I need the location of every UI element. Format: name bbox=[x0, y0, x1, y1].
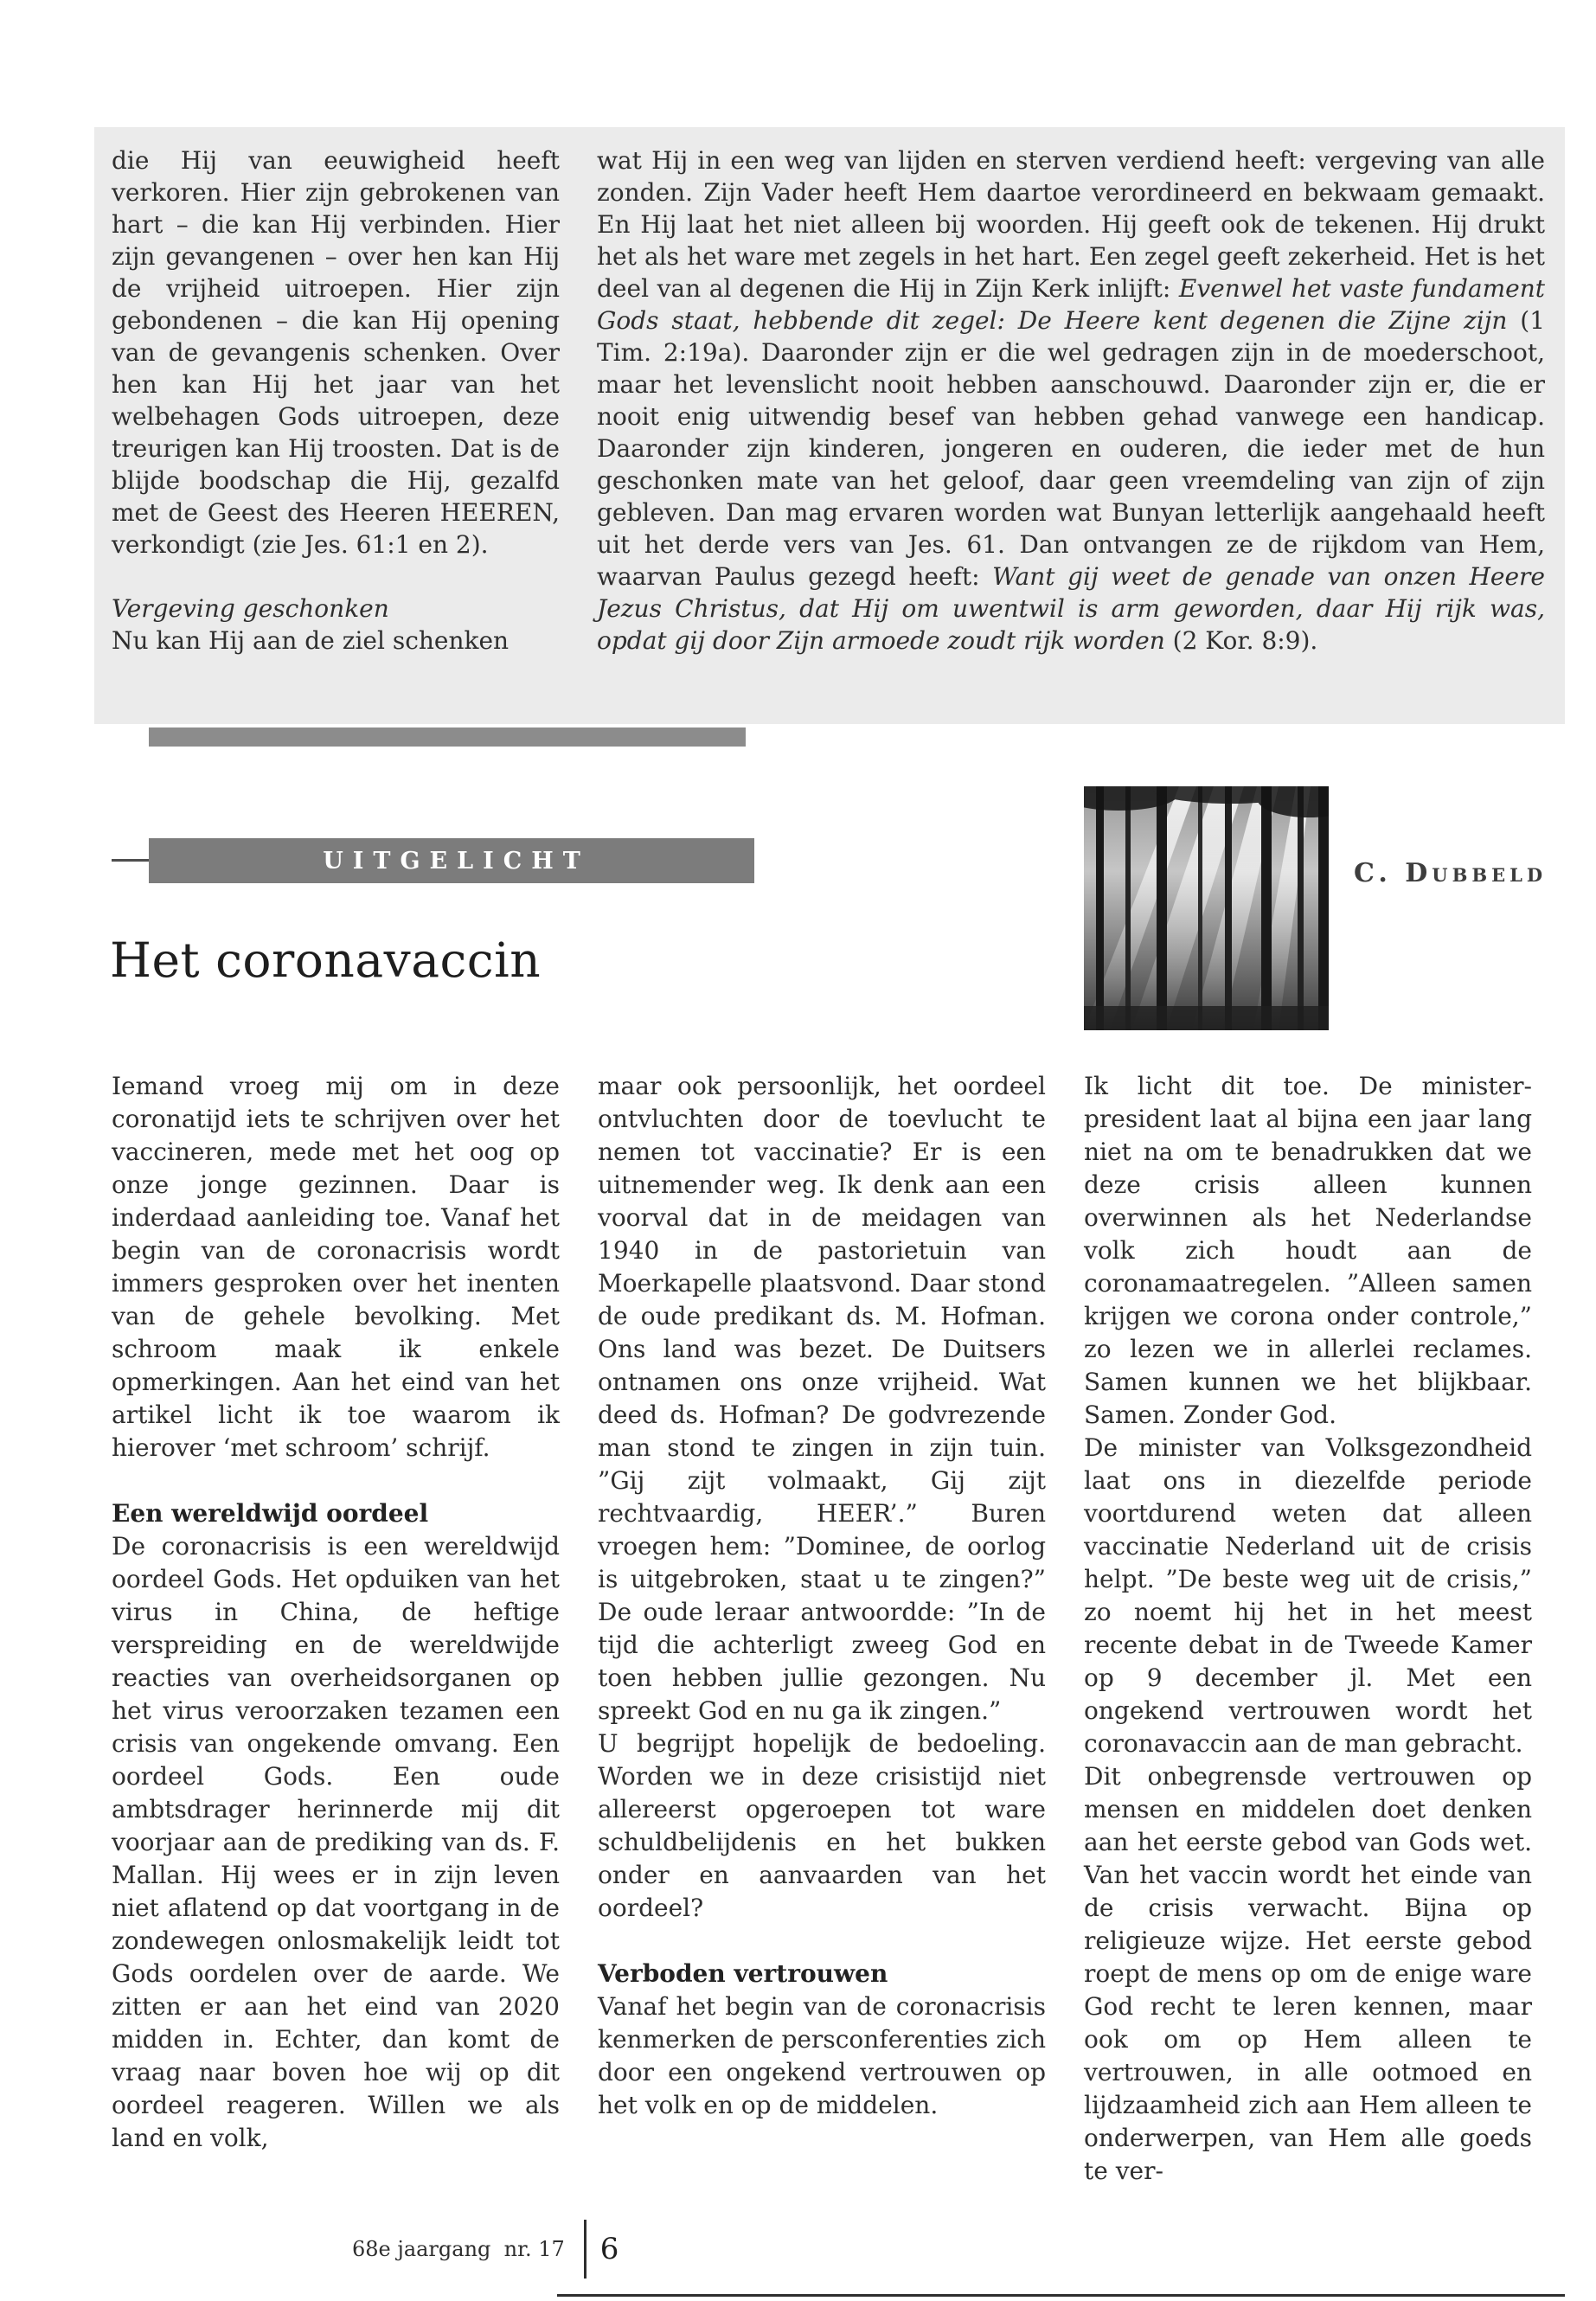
paragraph: U begrijpt hopelijk de bedoeling. Worden we in deze crisistijd niet allereerst opgeroepen tot ware schuldbelijdenis en het bukken onder en aanvaarden van het oordeel? bbox=[598, 1729, 1046, 1922]
scripture-quote-italic: Want gij weet de genade van onzen Heere Jezus Christus, dat Hij om uwentwil is arm geworden, daar Hij rijk was, opdat gij door Zijn armoede zoudt rijk worden bbox=[597, 562, 1546, 655]
article-column-2 bbox=[598, 1070, 1046, 2188]
text-segment: wat Hij in een weg van lijden en sterven verdiend heeft: vergeving van alle zonden. Zijn Vader heeft Hem daartoe verordineerd en bekwaam gemaakt. En Hij laat het niet alleen bij woorden. Hij geeft ook de tekenen. Hij drukt het als het ware met zegels in het hart. Een zegel geeft zekerheid. Het is het deel van al degenen die Hij in Zijn Kerk inlijft: bbox=[597, 146, 1545, 303]
edition-label: 68e jaargang nr. 17 bbox=[352, 2237, 565, 2261]
section-kicker-bar bbox=[149, 838, 754, 883]
intro-right-paragraph bbox=[597, 144, 1545, 657]
paragraph: De coronacrisis is een wereldwijd oordeel Gods. Het opduiken van het virus in China, de heftige verspreiding en de wereldwijde reacties van overheidsorganen op het virus veroorzaken tezamen een crisis van ongekende omvang. Een oordeel Gods. Een oude ambtsdrager herinnerde mij dit voorjaar aan de prediking van ds. F. Mallan. Hij wees er in zijn leven niet aflatend op dat voortgang in de zondewegen onlosmakelijk leidt tot Gods oordelen over de aarde. We zitten er aan het eind van 2020 midden in. Echter, dan komt de vraag naar boven hoe wij op dit oordeel reageren. Willen we als land en volk, bbox=[112, 1532, 560, 2152]
text-segment: (1 Tim. 2:19a). Daaronder zijn er die wel gedragen zijn in de moederschoot, maar het levenslicht nooit hebben aanschouwd. Daaronder zijn er, die er nooit enig uitwendig besef van hebben gehad vanwege een handicap. Daaronder zijn kinderen, jongeren en ouderen, die ieder met de hun geschonken mate van het geloof, daar geen vreemdeling van zijn of zijn gebleven. Dan mag ervaren worden wat Bunyan letterlijk aangehaald heeft uit het derde vers van Jes. 61. Dan ontvangen ze de rijkdom van Hem, waarvan Paulus gezegd heeft: bbox=[597, 306, 1546, 591]
paragraph: maar ook persoonlijk, het oordeel ontvluchten door de toevlucht te nemen tot vaccinatie? Er is een uitnemender weg. Ik denk aan een voorval dat in de meidagen van 1940 in de pastorietuin van Moerkapelle plaatsvond. Daar stond de oude predikant ds. M. Hofman. Ons land was bezet. De Duitsers ontnamen ons onze vrijheid. Wat deed ds. Hofman? De godvrezende man stond te zingen in zijn tuin. ”Gij zijt volmaakt, Gij zijt rechtvaardig, HEER’.” Buren vroegen hem: ”Dominee, de oorlog is uitgebroken, staat u te zingen?” De oude leraar antwoordde: ”In de tijd die achterligt zweeg God en toen hebben jullie gezongen. Nu spreekt God en nu ga ik zingen.” bbox=[598, 1072, 1046, 1725]
intro-left-subhead: Vergeving geschonken bbox=[112, 594, 389, 623]
page-number: 6 bbox=[599, 2232, 619, 2266]
intro-left-lastline: Nu kan Hij aan de ziel schenken bbox=[112, 626, 510, 655]
intro-highlight-box bbox=[94, 127, 1565, 724]
page-footer bbox=[352, 2220, 619, 2279]
paragraph: De minister van Volksgezondheid laat ons in diezelfde periode voortdurend weten dat alleen vaccinatie Nederland uit de crisis helpt. ”De beste weg uit de crisis,” zo noemt hij het in het meest recente debat in de Tweede Kamer op 9 december jl. Met een ongekend vertrouwen wordt het coronavaccin aan de man gebracht. bbox=[1084, 1433, 1532, 1758]
paragraph: Vanaf het begin van de coronacrisis kenmerken de persconferenties zich door een ongekend vertrouwen op het volk en op de middelen. bbox=[598, 1992, 1046, 2119]
section-divider-bar bbox=[149, 727, 746, 747]
paragraph: Dit onbegrensde vertrouwen op mensen en middelen doet denken aan het eerste gebod van Gods wet. Van het vaccin wordt het einde van de crisis verwacht. Bijna op religieuze wijze. Het eerste gebod roept de mens op om de enige ware God recht te leren kennen, maar ook om op Hem alleen te vertrouwen, in alle ootmoed en lijdzaamheid zich aan Hem alleen te onderwerpen, van Hem alle goeds te ver- bbox=[1084, 1762, 1532, 2185]
article-body bbox=[112, 1070, 1532, 2188]
paragraph: Ik licht dit toe. De minister-president laat al bijna een jaar lang niet na om te benadrukken dat we deze crisis alleen kunnen overwinnen als het Nederlandse volk zich houdt aan de coronamaatregelen. ”Alleen samen krijgen we corona onder controle,” zo lezen we in allerlei reclames. Samen kunnen we het blijkbaar. Samen. Zonder God. bbox=[1084, 1072, 1532, 1429]
author-name: C. Dubbeld bbox=[1354, 858, 1548, 888]
subhead-wereldwijd-oordeel: Een wereldwijd oordeel bbox=[112, 1499, 429, 1528]
kicker-left-rule bbox=[112, 859, 151, 862]
article-column-1 bbox=[112, 1070, 560, 2188]
scripture-quote-italic: Evenwel het vaste fundament Gods staat, hebbende dit zegel: De Heere kent degenen die Zijne zijn bbox=[597, 274, 1545, 335]
subhead-verboden-vertrouwen: Verboden vertrouwen bbox=[598, 1959, 888, 1988]
forest-sunbeams-photo bbox=[1084, 786, 1329, 1030]
article-column-3 bbox=[1084, 1070, 1532, 2188]
kicker-label: UITGELICHT bbox=[323, 847, 590, 875]
article-title: Het coronavaccin bbox=[110, 933, 542, 988]
paragraph: Iemand vroeg mij om in deze coronatijd iets te schrijven over het vaccineren, mede met het oog op onze jonge gezinnen. Daar is inderdaad aanleiding toe. Vanaf het begin van de coronacrisis wordt immers gesproken over het inenten van de gehele bevolking. Met schroom maak ik enkele opmerkingen. Aan het eind van het artikel licht ik toe waarom ik hierover ‘met schroom’ schrijf. bbox=[112, 1072, 560, 1462]
intro-left-paragraph: die Hij van eeuwigheid heeft verkoren. Hier zijn gebrokenen van hart – die kan Hij verbinden. Hier zijn gevangenen – over hen kan Hij de vrijheid uitroepen. Hier zijn gebondenen – die kan Hij opening van de gevangenis schenken. Over hen kan Hij het jaar van het welbehagen Gods uitroepen, deze treurigen kan Hij troosten. Dat is de blijde boodschap die Hij, gezalfd met de Geest des Heeren HEEREN, verkondigt (zie Jes. 61:1 en 2). bbox=[112, 146, 560, 559]
text-segment: (2 Kor. 8:9). bbox=[1164, 626, 1318, 655]
intro-right-column bbox=[597, 144, 1545, 724]
footer-divider bbox=[584, 2220, 586, 2279]
forest-sunbeams-illustration bbox=[1084, 786, 1329, 1030]
bottom-rule bbox=[557, 2294, 1565, 2297]
intro-left-column bbox=[112, 144, 560, 724]
